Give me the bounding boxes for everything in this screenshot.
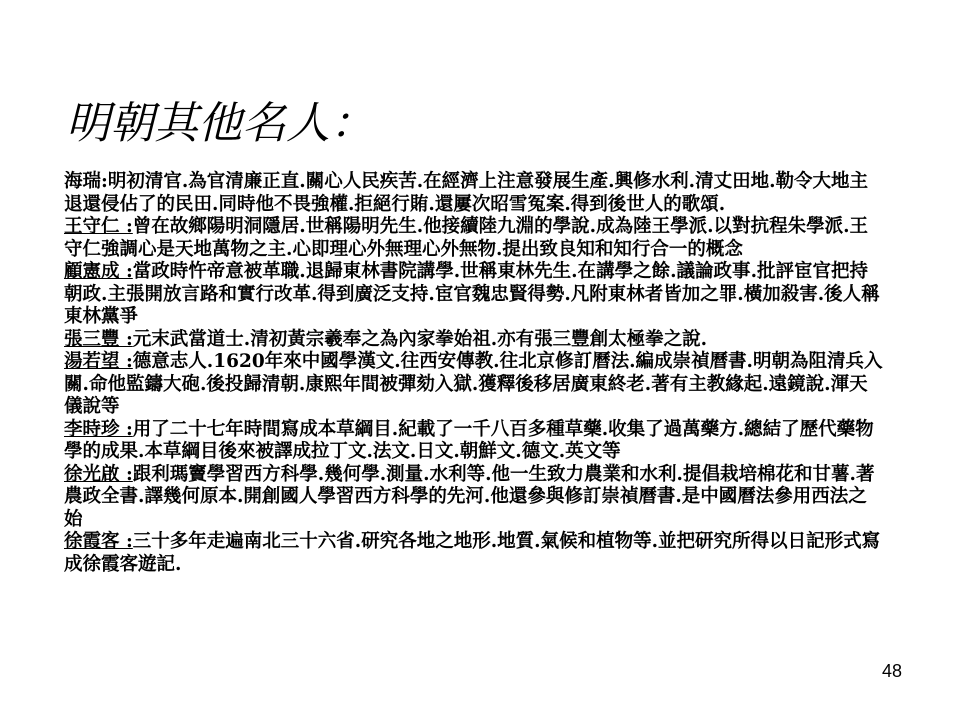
person-name: 顧憲成 — [64, 261, 120, 282]
person-name: 徐光啟 — [64, 463, 120, 485]
entry-zhang-sanfeng — [64, 329, 884, 352]
person-name: 張三豐 — [64, 328, 120, 350]
entry-text: 明初清官.為官清廉正直.關心人民疾苦.在經濟上注意發展生產.興修水利.清丈田地.勒令大地主退還侵佔了的民田.同時他不畏強權.拒絕行賄.還屢次昭雪冤案.得到後世人的歌頌. — [64, 171, 869, 215]
person-name: 海瑞 — [64, 171, 102, 192]
entry-xu-xiake — [64, 531, 884, 576]
person-name: 李時珍 — [64, 418, 120, 440]
name-separator: : — [119, 531, 133, 552]
entry-text: 當政時忤帝意被革職.退歸東林書院講學.世稱東林先生.在講學之餘.議論政事.批評宦官把持朝政.主張開放言路和實行改革.得到廣泛支持.宦官魏忠賢得勢.凡附東林者皆加之罪.橫加殺害.後人稱東林黨爭 — [64, 261, 880, 327]
content-body — [64, 171, 884, 576]
entry-gu-xiancheng — [64, 261, 884, 329]
name-separator: : — [101, 171, 108, 192]
person-name: 湯若望 — [64, 351, 120, 372]
entry-tang-ruowang — [64, 351, 884, 419]
entry-wang-shouren — [64, 216, 884, 261]
entry-xu-guangqi — [64, 464, 884, 532]
name-separator: : — [119, 216, 133, 237]
page-number: 48 — [882, 661, 903, 681]
entry-text: 曾在故鄉陽明洞隱居.世稱陽明先生.他接續陸九淵的學說.成為陸王學派.以對抗程朱學派.王守仁強調心是天地萬物之主.心即理心外無理心外無物.提出致良知和知行合一的概念 — [64, 216, 869, 260]
name-separator: : — [119, 351, 133, 372]
entry-text: 元末武當道士.清初黃宗羲奉之為內家拳始祖.亦有張三豐創太極拳之說. — [132, 328, 708, 350]
entry-text: 德意志人.1620年來中國學漢文.往西安傳教.往北京修訂曆法.編成崇禎曆書.明朝為阻清兵入關.命他監鑄大砲.後投歸清朝.康熙年間被彈劾入獄.獲釋後移居廣東終老.著有主教緣起.遠鏡說.渾天儀說等 — [64, 351, 883, 417]
entry-text: 跟利瑪竇學習西方科學.幾何學.測量.水利等.他一生致力農業和水利.提倡栽培棉花和甘薯.著農政全書.譯幾何原本.開創國人學習西方科學的先河.他還參與修訂崇禎曆書.是中國曆法參用西法之始 — [64, 463, 875, 530]
entry-hai-rui — [64, 171, 884, 216]
person-name: 王守仁 — [64, 216, 120, 237]
person-name: 徐霞客 — [64, 531, 120, 552]
name-separator: : — [119, 328, 133, 350]
slide-title: 明朝其他名人： — [66, 98, 374, 149]
entry-text: 用了二十七年時間寫成本草綱目.紀載了一千八百多種草藥.收集了過萬藥方.總結了歷代藥物學的成果.本草綱目後來被譯成拉丁文.法文.日文.朝鮮文.德文.英文等 — [64, 418, 874, 462]
name-separator: : — [119, 463, 133, 485]
name-separator: : — [119, 261, 133, 282]
entry-text: 三十多年走遍南北三十六省.研究各地之地形.地質.氣候和植物等.並把研究所得以日記形式寫成徐霞客遊記. — [64, 531, 881, 575]
name-separator: : — [119, 418, 133, 440]
entry-li-shizhen — [64, 419, 884, 464]
